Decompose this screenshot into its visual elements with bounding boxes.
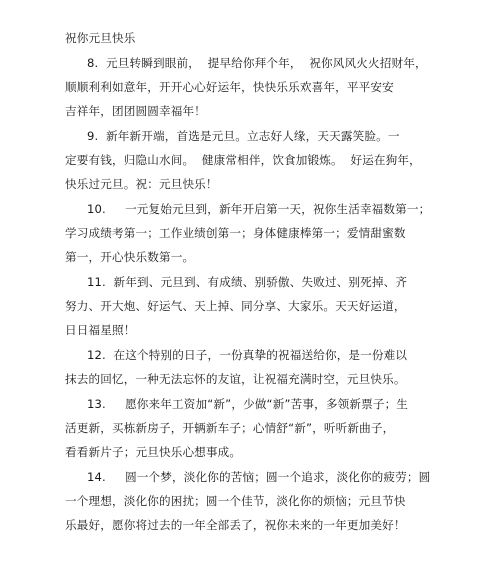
text-line-19: 14. 圆一个梦，淡化你的苦恼；圆一个追求，淡化你的疲劳；圆 — [87, 470, 431, 484]
text-line-16: 13. 愿你来年工资加“新”，少做“新”苦事，多领新票子；生 — [87, 397, 409, 411]
text-line-14: 12. 在这个特别的日子，一份真挚的祝福送给你，是一份难以 — [87, 348, 408, 362]
text-line-11: 11. 新年到、元旦到、有成绩、别骄傲、失败过、别死掉、齐 — [87, 275, 408, 289]
text-line-18: 看看新片子；元旦快乐心想事成。 — [65, 445, 242, 459]
text-line-12: 努力、开大炮、好运气、天上掉、同分享、大家乐。天天好运道， — [65, 299, 406, 313]
text-line-2: 8. 元旦转瞬到眼前， 提早给你拜个年， 祝你风风火火招财年， — [87, 56, 427, 70]
text-line-3: 顺顺利利如意年，开开心心好运年，快快乐乐欢喜年，平平安安 — [65, 80, 394, 94]
text-line-5: 9. 新年新开端，首选是元旦。立志好人缘，天天露笑脸。一 — [87, 129, 400, 143]
text-line-20: 一个理想，淡化你的困扰；圆一个佳节，淡化你的烦恼；元旦节快 — [65, 494, 406, 508]
text-line-17: 活更新，买栋新房子，开辆新车子；心情舒“新”，听听新曲子， — [65, 421, 395, 435]
text-line-1: 祝你元旦快乐 — [65, 31, 136, 45]
text-line-4: 吉祥年，团团圆圆幸福年！ — [65, 104, 206, 118]
text-line-6: 定要有钱，归隐山水间。 健康常相伴，饮食加锻炼。 好运在狗年， — [65, 153, 421, 167]
text-line-9: 学习成绩考第一；工作业绩创第一；身体健康棒第一；爱情甜蜜数 — [65, 226, 406, 240]
text-line-21: 乐最好，愿你将过去的一年全部丢了，祝你未来的一年更加美好！ — [65, 518, 406, 532]
text-line-13: 日日福星照！ — [65, 323, 136, 337]
text-line-8: 10. 一元复始元旦到，新年开启第一天，祝你生活幸福数第一； — [87, 202, 431, 216]
text-line-7: 快乐过元旦。祝：元旦快乐！ — [65, 177, 218, 191]
text-line-15: 抹去的回忆，一种无法忘怀的友谊，让祝福充满时空，元旦快乐。 — [65, 372, 406, 386]
text-line-10: 第一，开心快乐数第一。 — [65, 250, 195, 264]
